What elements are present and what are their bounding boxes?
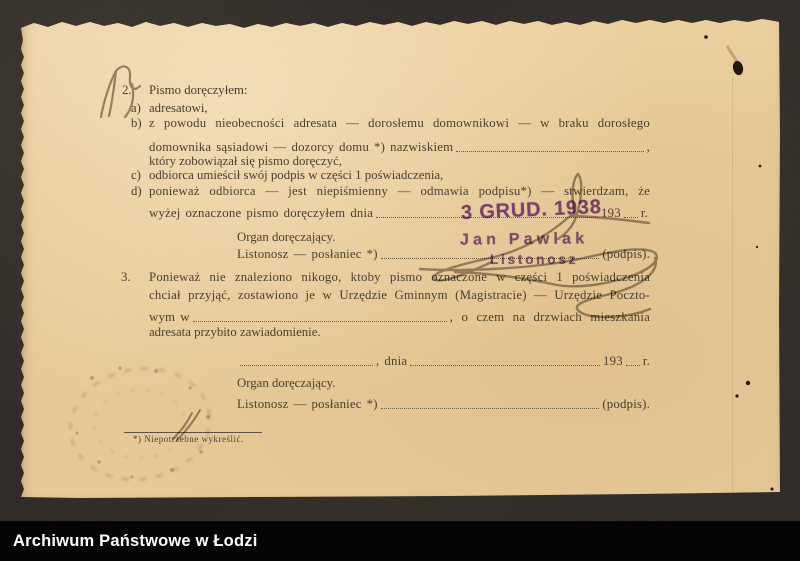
section3-line2: chciał przyjąć, zostawiono je w Urzędzie Gminnym (Magistracie) — Urzędzie Poczto- <box>149 288 650 302</box>
section3-line3-start: wym w <box>149 310 190 324</box>
section3-line3-end: , o czem na drzwiach mieszkania <box>449 310 650 324</box>
blank-year-2 <box>626 365 640 366</box>
archive-caption-bar <box>0 521 800 561</box>
item-c-text: odbiorca umieścił swój podpis w części 1 poświadczenia, <box>149 168 444 182</box>
year-prefix-2: 193 <box>603 354 623 368</box>
date-stamp: 3 GRUD. 1938 <box>460 195 603 225</box>
item-d-text: ponieważ odbiorca — jest niepiśmienny — odmawia podpisu*) — stwierdzam, że <box>149 184 650 198</box>
blank-line-office <box>193 321 447 322</box>
section3-number: 3. <box>121 270 131 284</box>
item-a-text: adresatowi, <box>149 101 208 115</box>
item-d-line2-text: wyżej oznaczone pismo doręczyłem dnia <box>149 206 374 220</box>
item-c-label: c) <box>131 168 141 182</box>
item-b-label: b) <box>131 116 142 130</box>
section2-number: 2. <box>122 83 132 97</box>
year-suffix-2: r. <box>642 354 650 368</box>
item-b-line3: który zobowiązał się pismo doręczyć, <box>149 154 342 168</box>
section2-heading: Pismo doręczyłem: <box>149 83 248 97</box>
year-suffix: r. <box>640 206 648 220</box>
section3-line3 <box>149 309 650 325</box>
item-b-line2-text: domownika sąsiadowi — dozorcy domu *) nazwiskiem <box>149 140 454 154</box>
item-b-line2-end: , <box>646 140 650 154</box>
listonosz-label-1: Listonosz — posłaniec *) <box>237 247 378 261</box>
section3-line1: Ponieważ nie znaleziono nikogo, ktoby pismo oznaczone w części 1 poświadczenia <box>149 270 650 284</box>
blank-year <box>624 217 638 218</box>
blank-line-signature-2 <box>381 408 600 409</box>
listonosz-label-2: Listonosz — posłaniec *) <box>237 397 378 411</box>
place-date-line <box>237 353 650 369</box>
signature-line-2 <box>237 396 650 412</box>
podpis-label-1: (podpis). <box>602 247 650 261</box>
date-label: , dnia <box>376 354 408 368</box>
year-prefix: 193 <box>601 206 621 220</box>
item-d-label: d) <box>131 184 142 198</box>
item-a-label: a) <box>131 101 141 115</box>
postman-name-stamp: Jan Pawlak <box>459 230 589 249</box>
archive-caption-label: Archiwum Państwowe w Łodzi <box>13 531 258 550</box>
footnote-rule <box>124 432 262 433</box>
blank-date-2 <box>410 365 600 366</box>
organ-label-2: Organ doręczający. <box>237 376 336 390</box>
footnote-text: *) Niepotrzebne wykreślić. <box>133 434 244 444</box>
item-b-text: z powodu nieobecności adresata — dorosłemu domownikowi — w braku dorosłego <box>149 116 650 130</box>
organ-label-1: Organ doręczający. <box>237 230 336 244</box>
postman-role-stamp: Listonosz <box>490 252 579 267</box>
blank-line-nazwisko <box>456 151 643 152</box>
blank-place <box>240 365 373 366</box>
section3-line4: adresata przybito zawiadomienie. <box>149 325 321 339</box>
signature-line-1 <box>237 246 650 262</box>
item-b-line2 <box>149 139 650 155</box>
podpis-label-2: (podpis). <box>602 397 650 411</box>
